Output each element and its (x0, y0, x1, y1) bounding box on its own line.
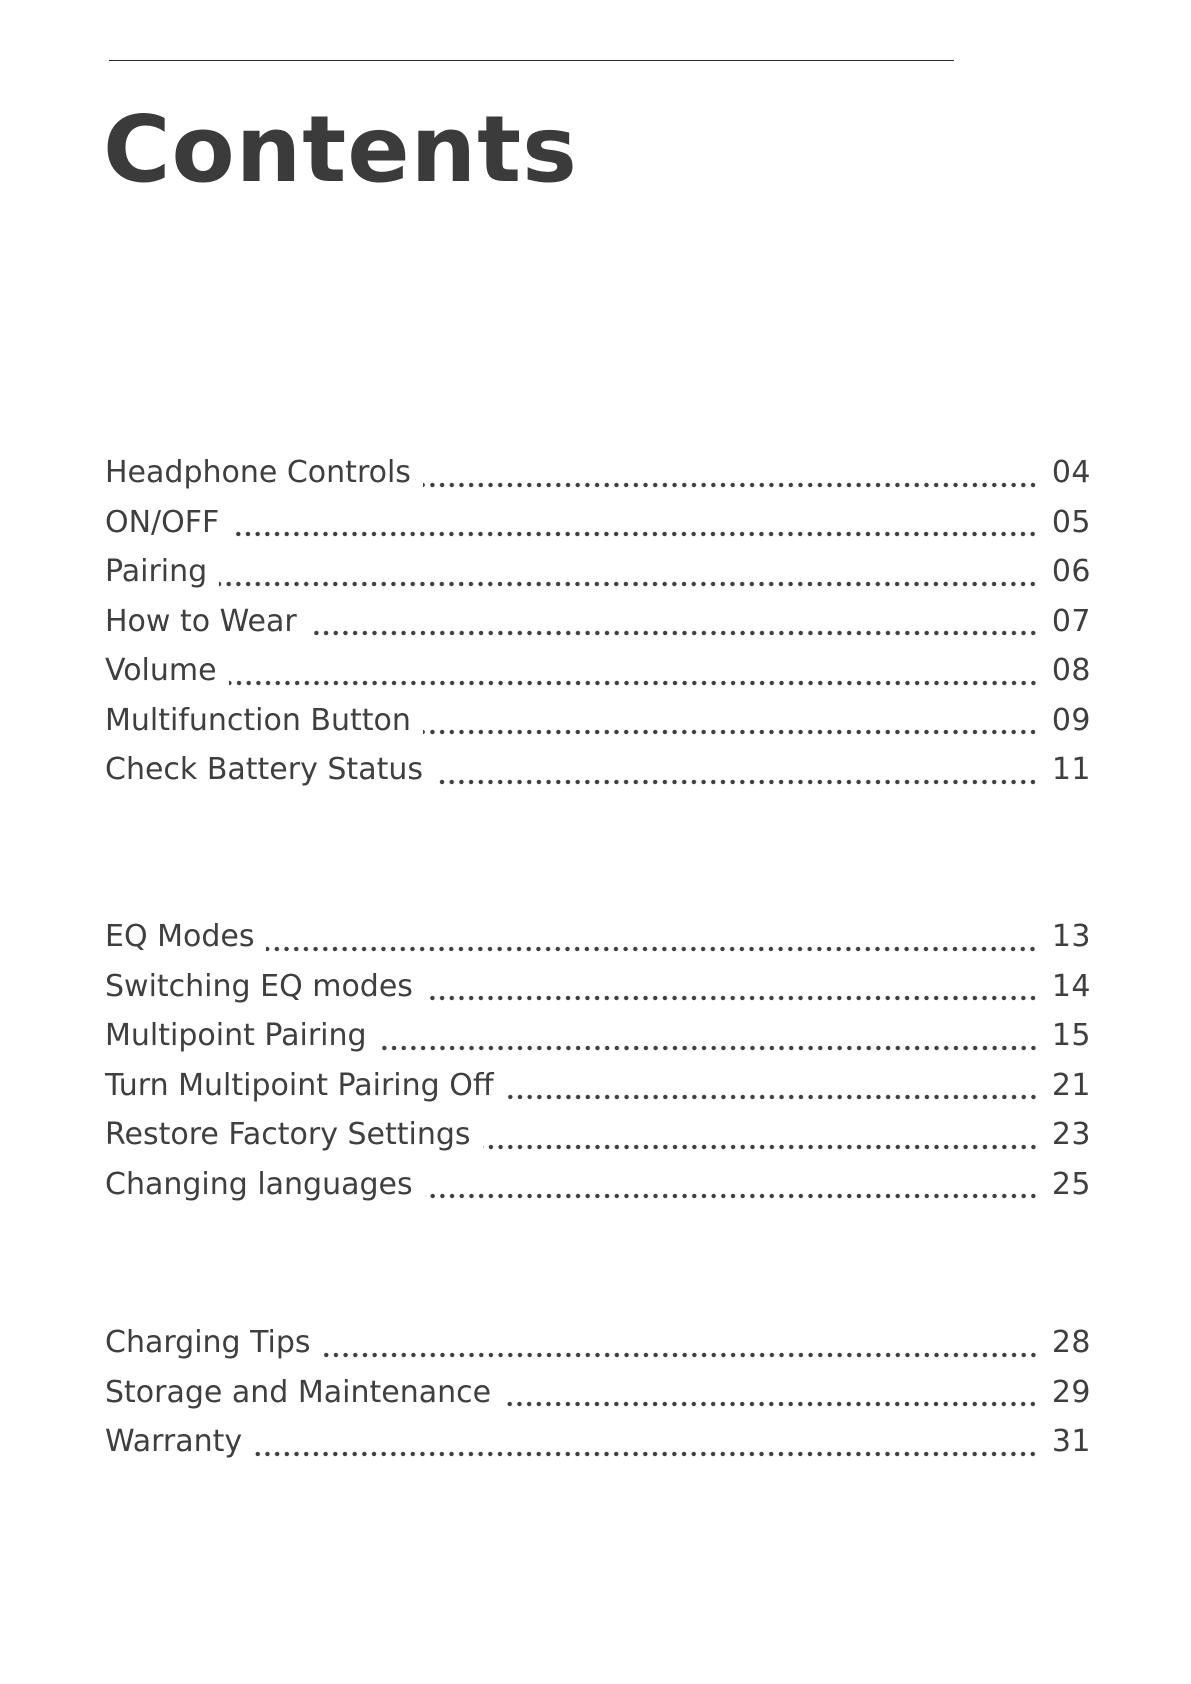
toc-entry[interactable] (105, 1375, 1091, 1425)
toc-entry-label: Warranty (105, 1424, 243, 1459)
toc-entry-page: 15 (1051, 1018, 1091, 1053)
dot-leader (219, 581, 1038, 587)
toc-entry-page: 09 (1051, 702, 1091, 738)
toc-entry-label: Charging Tips (105, 1325, 311, 1360)
toc-entry[interactable] (105, 1068, 1091, 1118)
toc-entry-page: 29 (1051, 1374, 1091, 1410)
dot-leader (425, 995, 1038, 1001)
toc-entry[interactable] (105, 1325, 1091, 1375)
toc-entry-label: Headphone Controls (105, 455, 411, 490)
toc-section-3 (105, 1325, 1091, 1474)
toc-entry-page: 07 (1051, 603, 1091, 639)
top-divider (109, 60, 954, 61)
toc-entry-label: Switching EQ modes (105, 968, 413, 1004)
dot-leader (266, 946, 1037, 952)
toc-entry[interactable] (105, 1424, 1091, 1474)
toc-entry-page: 28 (1051, 1325, 1091, 1360)
dot-leader (231, 531, 1038, 537)
dot-leader (309, 630, 1038, 636)
dot-leader (503, 1401, 1038, 1407)
toc-entry-label: Volume (105, 653, 217, 688)
dot-leader (506, 1094, 1038, 1100)
toc-entry-label: Storage and Maintenance (105, 1374, 492, 1410)
toc-entry[interactable] (105, 653, 1091, 703)
toc-entry[interactable] (105, 505, 1091, 555)
toc-entry-label: Changing languages (105, 1166, 413, 1202)
toc-entry[interactable] (105, 1167, 1091, 1217)
toc-entry[interactable] (105, 919, 1091, 969)
toc-entry-page: 11 (1051, 752, 1091, 787)
dot-leader (379, 1045, 1038, 1051)
toc-entry-label: Multifunction Button (105, 702, 411, 738)
toc-entry-label: ON/OFF (105, 504, 220, 540)
toc-entry-page: 04 (1051, 455, 1091, 490)
toc-entry[interactable] (105, 703, 1091, 753)
toc-entry-page: 25 (1051, 1166, 1091, 1202)
dot-leader (435, 779, 1038, 785)
toc-entry[interactable] (105, 455, 1091, 505)
toc-entry-label: Pairing (105, 554, 208, 589)
toc-entry-page: 06 (1051, 554, 1091, 589)
toc-entry-label: Multipoint Pairing (105, 1018, 367, 1053)
dot-leader (423, 729, 1038, 735)
toc-entry-label: Check Battery Status (105, 752, 423, 787)
dot-leader (254, 1451, 1038, 1457)
toc-entry-label: Restore Factory Settings (105, 1117, 471, 1152)
dot-leader (229, 680, 1038, 686)
toc-entry[interactable] (105, 752, 1091, 802)
toc-entry[interactable] (105, 554, 1091, 604)
toc-entry[interactable] (105, 604, 1091, 654)
toc-entry-page: 13 (1051, 919, 1091, 954)
toc-entry-page: 21 (1051, 1067, 1091, 1103)
toc-section-1 (105, 455, 1091, 802)
toc-section-2 (105, 919, 1091, 1216)
toc-entry-page: 05 (1051, 504, 1091, 540)
toc-entry-label: EQ Modes (105, 919, 255, 954)
dot-leader (423, 482, 1038, 488)
toc-entry[interactable] (105, 1117, 1091, 1167)
page-title: Contents (103, 96, 578, 203)
toc-entry-page: 08 (1051, 653, 1091, 688)
toc-entry-page: 14 (1051, 968, 1091, 1004)
dot-leader (483, 1144, 1038, 1150)
toc-entry[interactable] (105, 1018, 1091, 1068)
toc-entry-label: How to Wear (105, 603, 297, 639)
toc-entry-label: Turn Multipoint Pairing Off (105, 1067, 494, 1103)
toc-entry-page: 31 (1051, 1424, 1091, 1459)
dot-leader (425, 1193, 1038, 1199)
toc-entry[interactable] (105, 969, 1091, 1019)
toc-entry-page: 23 (1051, 1117, 1091, 1152)
dot-leader (323, 1352, 1038, 1358)
